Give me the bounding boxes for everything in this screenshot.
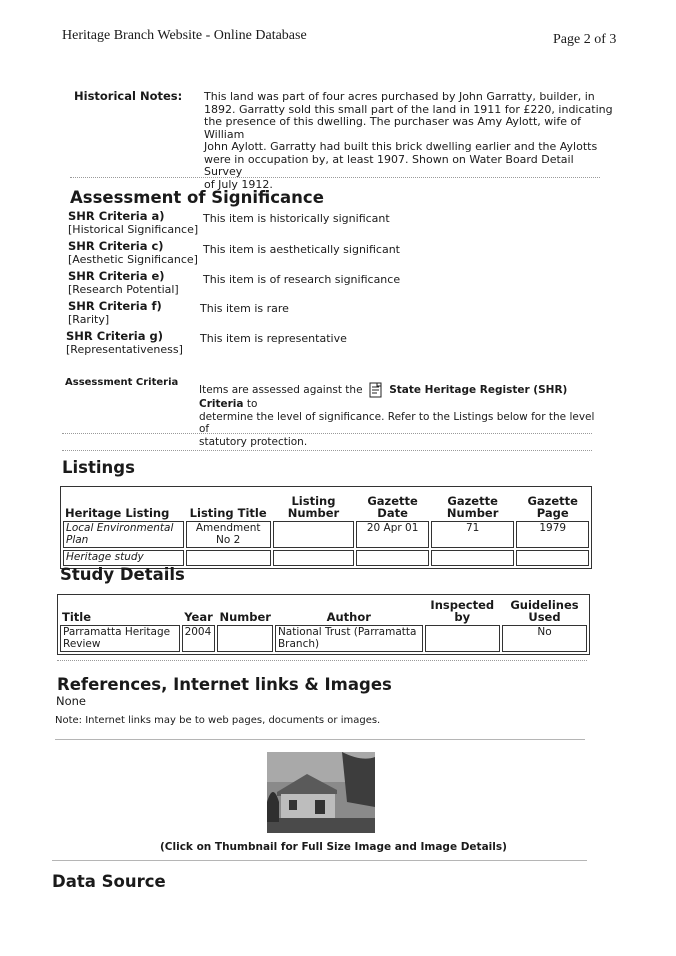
table-cell: 71: [431, 521, 515, 548]
criteria-text: This item is rare: [200, 302, 289, 315]
listings-heading: Listings: [62, 458, 135, 477]
criteria-category: [Research Potential]: [68, 283, 179, 296]
criteria-name: SHR Criteria a): [68, 209, 165, 223]
table-cell: 20 Apr 01: [356, 521, 428, 548]
study-details-heading: Study Details: [60, 565, 185, 584]
criteria-name: SHR Criteria e): [68, 269, 165, 283]
column-header: Gazette Number: [446, 494, 499, 520]
historical-notes-label: Historical Notes:: [74, 89, 183, 103]
references-note: Note: Internet links may be to web pages, documents or images.: [55, 715, 381, 726]
criteria-category: [Aesthetic Significance]: [68, 253, 198, 266]
shr-criteria-link[interactable]: State Heritage Register (SHR) Criteria: [199, 384, 568, 410]
column-header: Guidelines Used: [510, 598, 579, 624]
divider: [62, 450, 592, 451]
table-cell: Local Environmental Plan: [63, 521, 184, 548]
study-table: [57, 594, 590, 655]
table-cell: [273, 521, 355, 548]
column-header: Gazette Date: [367, 494, 418, 520]
image-thumbnail[interactable]: [267, 752, 375, 833]
criteria-category: [Rarity]: [68, 313, 110, 326]
assessment-text: determine the level of significance. Refer to the Listings below for the level of: [199, 410, 595, 435]
table-cell: [356, 550, 428, 566]
column-header: Inspected by: [430, 598, 495, 624]
divider: [62, 433, 592, 434]
table-cell: Heritage study: [63, 550, 184, 566]
table-cell: 2004: [182, 625, 216, 652]
criteria-f: [68, 300, 162, 326]
listings-table: [60, 486, 592, 569]
criteria-c: [68, 240, 198, 266]
assessment-text: Items are assessed against the: [199, 384, 363, 396]
references-heading: References, Internet links & Images: [57, 675, 392, 694]
significance-heading: Assessment of Significance: [70, 188, 324, 207]
criteria-category: [Representativeness]: [66, 343, 183, 356]
table-cell: Parramatta Heritage Review: [60, 625, 180, 652]
table-cell: [273, 550, 355, 566]
table-header-row: [60, 597, 587, 623]
criteria-text: This item is historically significant: [203, 212, 390, 225]
table-cell: [431, 550, 515, 566]
criteria-name: SHR Criteria c): [68, 239, 164, 253]
assessment-text: statutory protection.: [199, 435, 308, 448]
historical-notes-text: [204, 91, 614, 191]
thumbnail-caption: (Click on Thumbnail for Full Size Image and Image Details): [160, 841, 507, 853]
table-header-row: [63, 489, 589, 519]
divider: [70, 177, 600, 178]
table-row: [63, 521, 589, 548]
assessment-text: to: [246, 398, 258, 410]
data-source-heading: Data Source: [52, 872, 166, 891]
column-header: Author: [326, 610, 371, 624]
historical-line: of July 1912.: [204, 177, 273, 191]
column-header: Title: [62, 610, 92, 624]
table-cell: National Trust (Parramatta Branch): [275, 625, 423, 652]
historical-line: This land was part of four acres purchased by John Garratty, builder, in: [204, 90, 595, 103]
column-header: Heritage Listing: [65, 506, 170, 520]
historical-line: 1892. Garratty sold this small part of the land in 1911 for £220, indicating: [204, 102, 613, 116]
table-cell: No: [502, 625, 587, 652]
column-header: Number: [219, 610, 271, 624]
criteria-text: This item is aesthetically significant: [203, 243, 400, 256]
table-cell: [217, 625, 273, 652]
criteria-e: [68, 270, 179, 296]
references-value: None: [56, 694, 87, 708]
table-cell: [425, 625, 500, 652]
criteria-category: [Historical Significance]: [68, 223, 199, 236]
criteria-a: [68, 210, 198, 236]
table-cell: Amendment No 2: [186, 521, 271, 548]
divider: [57, 660, 587, 661]
column-header: Gazette Page: [527, 494, 578, 520]
criteria-text: This item is representative: [200, 332, 347, 345]
column-header: Listing Title: [189, 506, 267, 520]
table-row: [63, 550, 589, 566]
criteria-g: [66, 330, 183, 356]
table-cell: 1979: [516, 521, 589, 548]
page-number: Page 2 of 3: [553, 32, 617, 47]
historical-line: were in occupation by, at least 1907. Shown on Water Board Detail Survey: [204, 152, 574, 178]
table-cell: [186, 550, 271, 566]
column-header: Year: [184, 610, 213, 624]
divider: [52, 860, 587, 861]
page-header-title: Heritage Branch Website - Online Database: [62, 28, 307, 43]
criteria-name: SHR Criteria g): [66, 329, 163, 343]
historical-line: John Aylott. Garratty had built this brick dwelling earlier and the Aylotts: [204, 140, 598, 153]
criteria-text: This item is of research significance: [203, 273, 401, 286]
assessment-criteria-text: [199, 382, 599, 448]
historical-line: the presence of this dwelling. The purchaser was Amy Aylott, wife of William: [204, 115, 582, 141]
divider: [55, 739, 585, 740]
table-row: [60, 625, 587, 652]
column-header: Listing Number: [287, 494, 340, 520]
assessment-criteria-label: Assessment Criteria: [65, 377, 179, 388]
criteria-name: SHR Criteria f): [68, 299, 162, 313]
table-cell: [516, 550, 589, 566]
pdf-document-icon[interactable]: [369, 382, 383, 398]
